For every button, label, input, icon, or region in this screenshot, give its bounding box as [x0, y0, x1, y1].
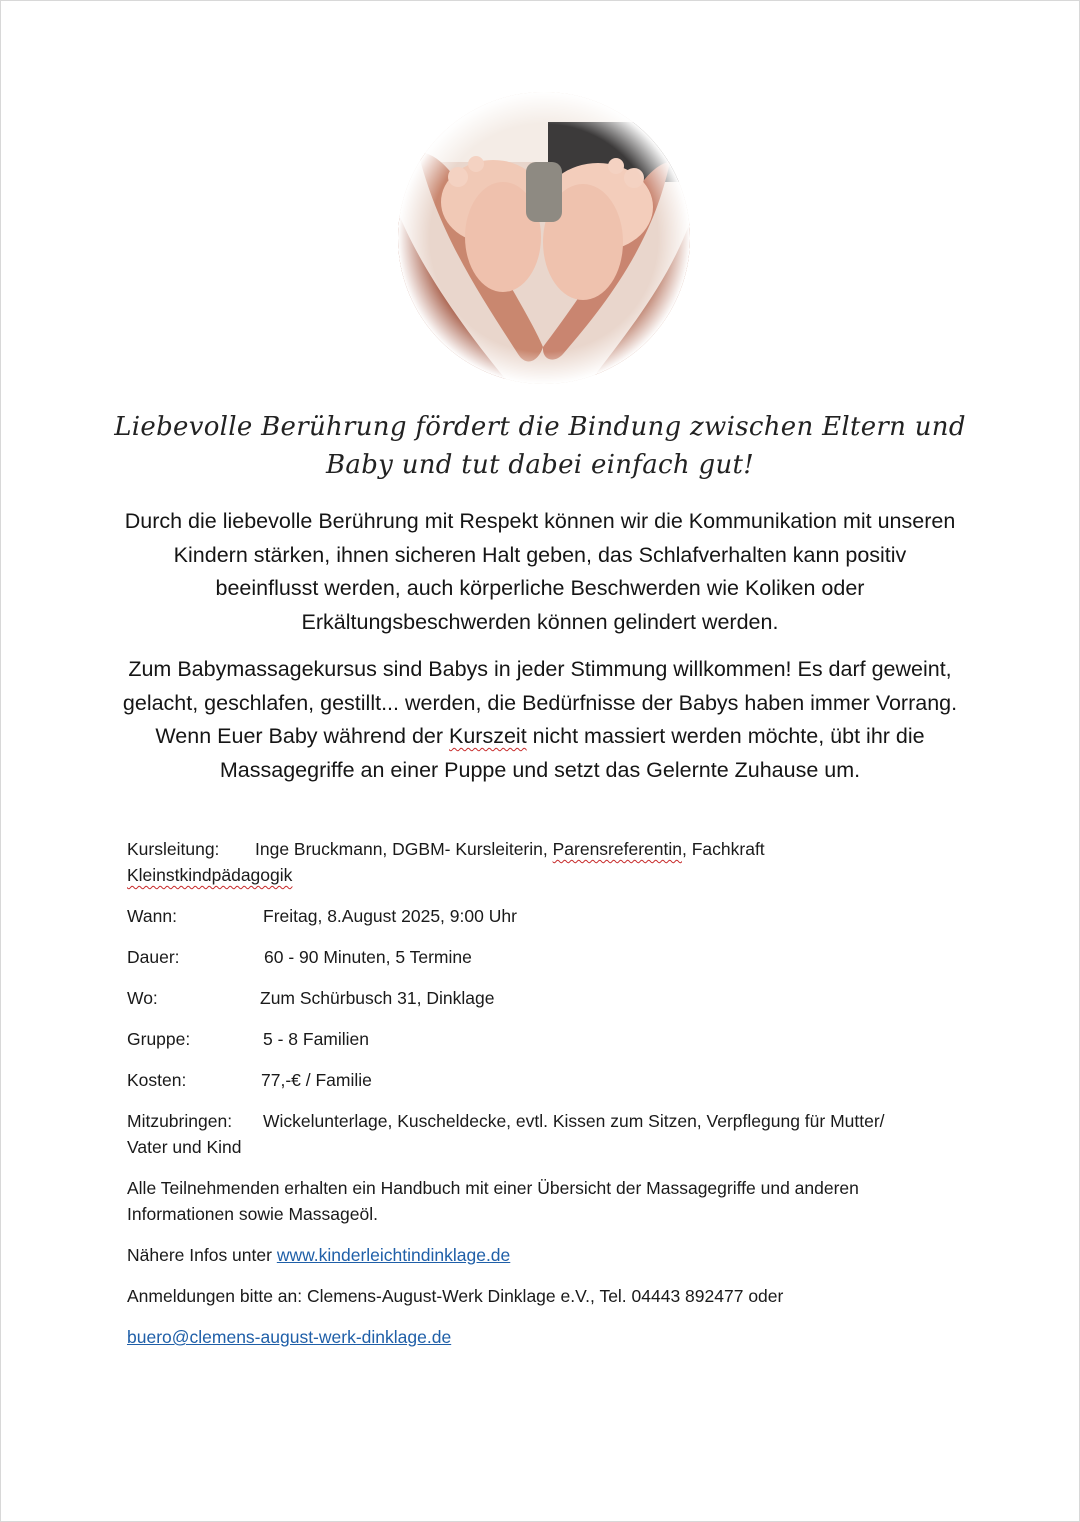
mitzubringen-value-2: Vater und Kind: [127, 1137, 242, 1157]
wo-label: Wo:: [127, 988, 158, 1008]
row-kursleitung-2: [127, 862, 947, 889]
baby-feet-heart-photo: [398, 92, 690, 384]
dauer-value: 60 - 90 Minuten, 5 Termine: [264, 947, 472, 967]
row-kursleitung: [127, 836, 947, 863]
intro-paragraph: Durch die liebevolle Berührung mit Respekt können wir die Kommunikation mit unseren Kindern stärken, ihnen sicheren Halt geben, das Schlafverhalten kann positiv beeinflusst werden, auch körperliche Beschwerden wie Koliken oder Erkältungsbeschwerden können gelindert werden.: [124, 509, 956, 634]
row-kosten: [127, 1067, 947, 1094]
row-wo: [127, 985, 947, 1012]
gruppe-label: Gruppe:: [127, 1029, 191, 1049]
mood-paragraph: [120, 653, 960, 787]
wann-label: Wann:: [127, 906, 177, 926]
kosten-value: 77,-€ / Familie: [261, 1070, 372, 1090]
row-wann: [127, 903, 947, 930]
handbuch-line-2: Informationen sowie Massageöl.: [127, 1204, 378, 1224]
row-mitzubringen: [127, 1108, 947, 1135]
email-line: [127, 1324, 947, 1351]
headline: Liebevolle Berührung fördert die Bindung zwischen Eltern und Baby und tut dabei einfach gut!: [114, 412, 966, 480]
handbuch-line-1: Alle Teilnehmenden erhalten ein Handbuch mit einer Übersicht der Massagegriffe und anderen: [127, 1178, 859, 1198]
gruppe-value: 5 - 8 Familien: [263, 1029, 370, 1049]
kursleitung-role: , Fachkraft: [682, 839, 765, 859]
row-dauer: [127, 944, 947, 971]
row-mitzubringen-2: [127, 1134, 947, 1161]
wo-value: Zum Schürbusch 31, Dinklage: [260, 988, 495, 1008]
dauer-label: Dauer:: [127, 947, 180, 967]
kursleitung-specialty: Kleinstkindpädagogik: [127, 865, 293, 885]
mood-paragraph-text: Zum Babymassagekursus sind Babys in jeder Stimmung willkommen! Es darf geweint, gelacht, geschlafen, gestillt... werden, die Bedürfnisse der Babys haben immer Vorrang. Wenn Euer Baby während der Kurszeit nicht massiert werden möchte, übt ihr die Massagegriffe an einer Puppe und setzt das Gelernte Zuhause um.: [122, 657, 958, 782]
kursleitung-title: Parensreferentin: [552, 839, 682, 859]
email-link[interactable]: buero@clemens-august-werk-dinklage.de: [127, 1327, 452, 1347]
wann-value: Freitag, 8.August 2025, 9:00 Uhr: [263, 906, 517, 926]
kosten-label: Kosten:: [127, 1070, 187, 1090]
website-link[interactable]: www.kinderleichtindinklage.de: [276, 1245, 511, 1265]
infos-line: [127, 1242, 947, 1269]
mitzubringen-label: Mitzubringen:: [127, 1111, 233, 1131]
row-gruppe: [127, 1026, 947, 1053]
kursleitung-value: [255, 836, 765, 863]
infos-prefix: Nähere Infos unter: [127, 1245, 277, 1265]
kursleitung-label: Kursleitung:: [127, 839, 220, 859]
anmeldung-line: Anmeldungen bitte an: Clemens-August-Werk Dinklage e.V., Tel. 04443 892477 oder: [127, 1286, 784, 1306]
kursleitung-name: Inge Bruckmann, DGBM- Kursleiterin,: [255, 839, 553, 859]
mitzubringen-value: Wickelunterlage, Kuscheldecke, evtl. Kissen zum Sitzen, Verpflegung für Mutter/: [263, 1111, 885, 1131]
